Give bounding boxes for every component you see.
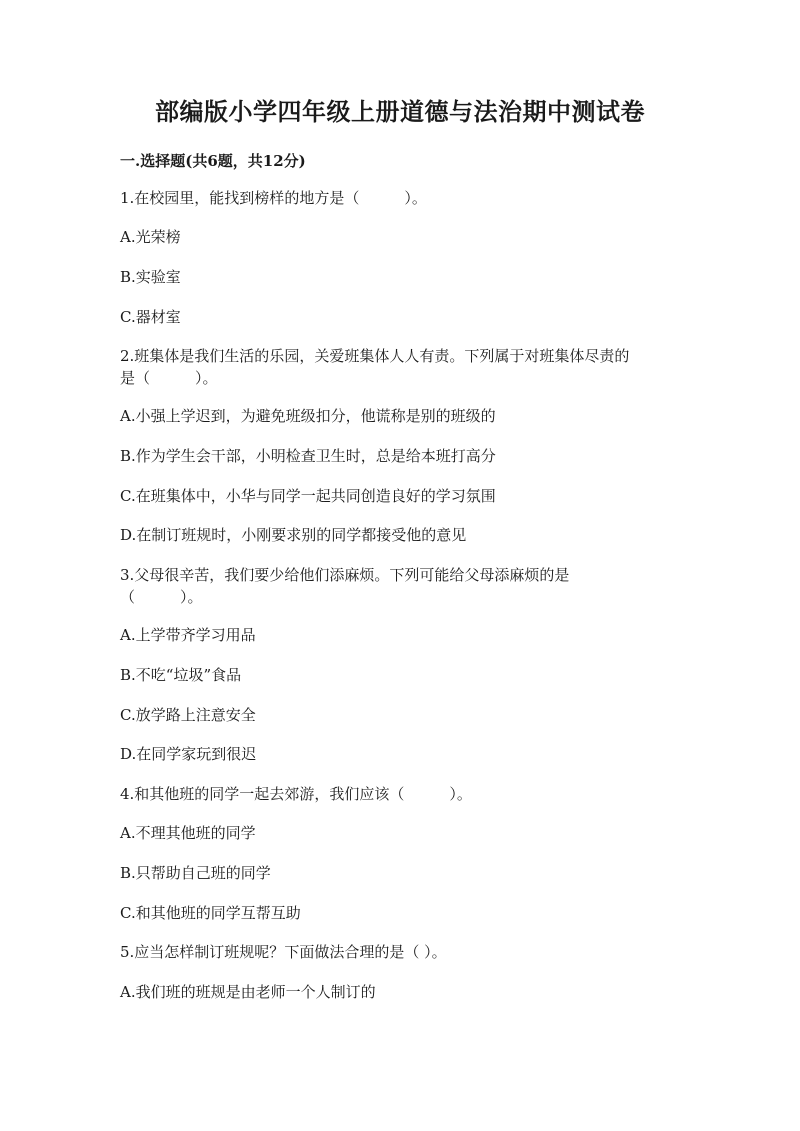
question-4-stem: 4.和其他班的同学一起去郊游，我们应该（ ）。 (120, 785, 472, 803)
question-3-stem-line-2: （ ）。 (120, 588, 203, 606)
question-4-option-a: A.不理其他班的同学 (120, 824, 256, 842)
question-2-stem-line-2: 是（ ）。 (120, 369, 218, 387)
question-3-option-c: C.放学路上注意安全 (120, 706, 256, 724)
question-2-option-b: B.作为学生会干部，小明检查卫生时，总是给本班打高分 (120, 447, 496, 465)
question-3-stem-line-1: 3.父母很辛苦，我们要少给他们添麻烦。下列可能给父母添麻烦的是 (120, 566, 570, 584)
question-2-option-d: D.在制订班规时，小刚要求别的同学都接受他的意见 (120, 526, 467, 544)
question-2-stem-line-1: 2.班集体是我们生活的乐园，关爱班集体人人有责。下列属于对班集体尽责的 (120, 347, 630, 365)
question-3-option-a: A.上学带齐学习用品 (120, 626, 256, 644)
question-2-option-c: C.在班集体中，小华与同学一起共同创造良好的学习氛围 (120, 487, 496, 505)
question-3-option-d: D.在同学家玩到很迟 (120, 745, 257, 763)
question-1-option-c: C.器材室 (120, 308, 181, 326)
question-1-option-a: A.光荣榜 (120, 228, 181, 246)
page-title: 部编版小学四年级上册道德与法治期中测试卷 (155, 97, 645, 126)
question-4-option-b: B.只帮助自己班的同学 (120, 864, 271, 882)
question-1-option-b: B.实验室 (120, 268, 181, 286)
question-2-option-a: A.小强上学迟到，为避免班级扣分，他谎称是别的班级的 (120, 407, 496, 425)
section-heading: 一.选择题(共6题，共12分) (120, 152, 306, 170)
question-5-option-a: A.我们班的班规是由老师一个人制订的 (120, 983, 376, 1001)
question-5-stem: 5.应当怎样制订班规呢？下面做法合理的是（ ）。 (120, 943, 447, 961)
question-3-option-b: B.不吃“垃圾”食品 (120, 666, 242, 684)
question-4-option-c: C.和其他班的同学互帮互助 (120, 904, 301, 922)
question-1-stem: 1.在校园里，能找到榜样的地方是（ ）。 (120, 189, 427, 207)
